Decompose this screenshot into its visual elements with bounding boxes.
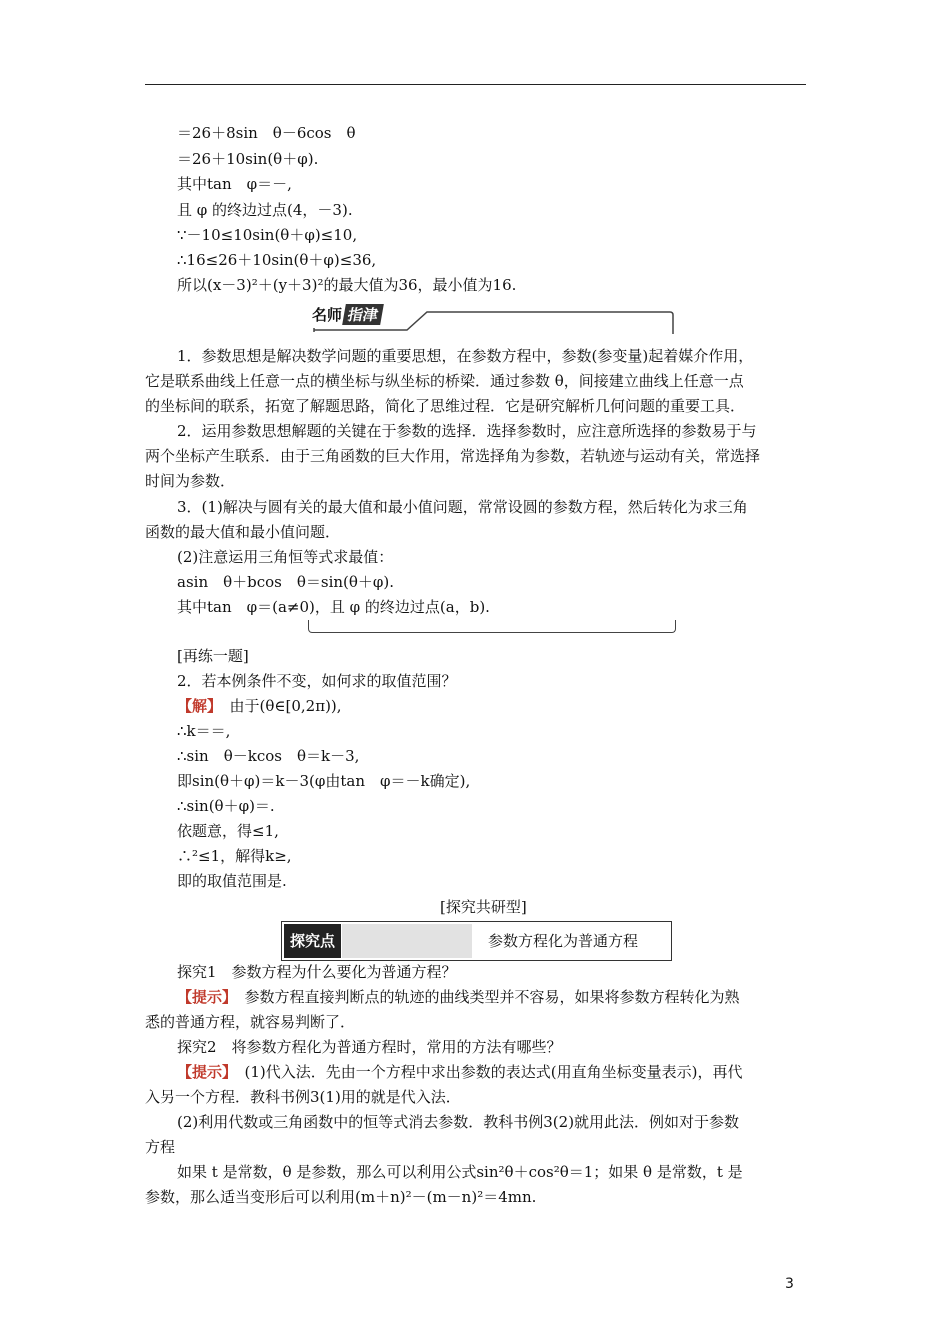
tip-label-a: 名师 [312, 306, 343, 324]
tip-line: 1．参数思想是解决数学问题的重要思想，在参数方程中，参数(参变量)起着媒介作用， [177, 347, 754, 365]
tip-line: 它是联系曲线上任意一点的横坐标与纵坐标的桥梁．通过参数 θ，间接建立曲线上任意一点 [145, 372, 744, 390]
page-number: 3 [785, 1276, 794, 1292]
explore-point-box [281, 921, 672, 961]
explore-question-1: 探究1 参数方程为什么要化为普通方程？ [177, 963, 457, 981]
practice-question: 2．若本例条件不变，如何求的取值范围？ [177, 672, 457, 690]
hint-line: 入另一个方程．教科书例3(1)用的就是代入法． [145, 1088, 461, 1106]
tip-line: 两个坐标产生联系．由于三角函数的巨大作用，常选择角为参数，若轨迹与运动有关，常选择 [145, 447, 761, 465]
formula-line: ＝26＋8sin θ－6cos θ [177, 124, 356, 142]
tip-line: 3．(1)解决与圆有关的最大值和最小值问题，常常设圆的参数方程，然后转化为求三角 [177, 498, 748, 516]
hint-line [177, 987, 740, 1007]
tip-line: 2．运用参数思想解题的关键在于参数的选择．选择参数时，应注意所选择的参数易于与 [177, 422, 757, 440]
solution-line: ∴k＝＝, [177, 722, 231, 740]
solution-line: 即的取值范围是. [177, 872, 287, 890]
hint-text: (1)代入法．先由一个方程中求出参数的表达式(用直角坐标变量表示)，再代 [229, 1063, 743, 1081]
hint-line: 悉的普通方程，就容易判断了． [145, 1013, 356, 1031]
solution-tag: 【解】 [177, 697, 215, 715]
solution-line: ∴sin θ－kcos θ＝k－3, [177, 747, 360, 765]
solution-line: ∴²≤1，解得k≥, [177, 847, 292, 865]
tip-box-bottom-bracket [308, 620, 676, 633]
tip-label [312, 304, 382, 325]
tip-line: 的坐标间的联系，拓宽了解题思路，简化了思维过程．它是研究解析几何问题的重要工具． [145, 397, 746, 415]
method-line: 参数，那么适当变形后可以利用(m＋n)²－(m－n)²＝4mn. [145, 1188, 537, 1206]
method-line: 如果 t 是常数，θ 是参数，那么可以利用公式sin²θ＋cos²θ＝1；如果 θ 是常数，t 是 [177, 1163, 743, 1181]
explore-section-heading: [探究共研型] [440, 898, 527, 916]
tip-line: asin θ＋bcos θ＝sin(θ＋φ). [177, 573, 395, 591]
method-line: (2)利用代数或三角函数中的恒等式消去参数．教科书例3(2)就用此法．例如对于参数 [177, 1113, 740, 1131]
formula-line: 其中tan φ＝－, [177, 175, 292, 193]
solution-line: 依题意，得≤1, [177, 822, 279, 840]
hint-tag: 【提示】 [177, 1063, 230, 1081]
formula-line: ∴16≤26＋10sin(θ＋φ)≤36, [177, 251, 377, 269]
solution-first: 由于(θ∈[0,2π)), [214, 697, 342, 715]
solution-line: 即sin(θ＋φ)＝k－3(φ由tan φ＝－k确定), [177, 772, 471, 790]
tip-line: 时间为参数． [145, 472, 236, 490]
tip-line: (2)注意运用三角恒等式求最值： [177, 548, 394, 566]
hint-line [177, 1062, 742, 1082]
explore-question-2: 探究2 将参数方程化为普通方程时，常用的方法有哪些？ [177, 1038, 562, 1056]
hint-tag: 【提示】 [177, 988, 230, 1006]
header-rule [145, 84, 806, 85]
hint-text: 参数方程直接判断点的轨迹的曲线类型并不容易，如果将参数方程转化为熟 [229, 988, 740, 1006]
explore-gray-band [342, 924, 472, 958]
method-line: 方程 [145, 1138, 176, 1156]
tip-line: 其中tan φ＝(a≠0)，且 φ 的终边过点(a，b). [177, 598, 490, 616]
formula-line: 且 φ 的终边过点(4，－3). [177, 201, 353, 219]
practice-heading: [再练一题] [177, 647, 249, 665]
explore-title: 参数方程化为普通方程 [488, 932, 639, 950]
formula-line: ∵－10≤10sin(θ＋φ)≤10, [177, 226, 358, 244]
explore-label: 探究点 [284, 924, 341, 958]
tip-line: 函数的最大值和最小值问题． [145, 523, 341, 541]
solution-line [177, 696, 342, 716]
formula-line: 所以(x－3)²＋(y＋3)²的最大值为36，最小值为16. [177, 276, 517, 294]
solution-line: ∴sin(θ＋φ)＝. [177, 797, 275, 815]
formula-line: ＝26＋10sin(θ＋φ). [177, 150, 319, 168]
tip-label-b: 指津 [342, 304, 384, 325]
